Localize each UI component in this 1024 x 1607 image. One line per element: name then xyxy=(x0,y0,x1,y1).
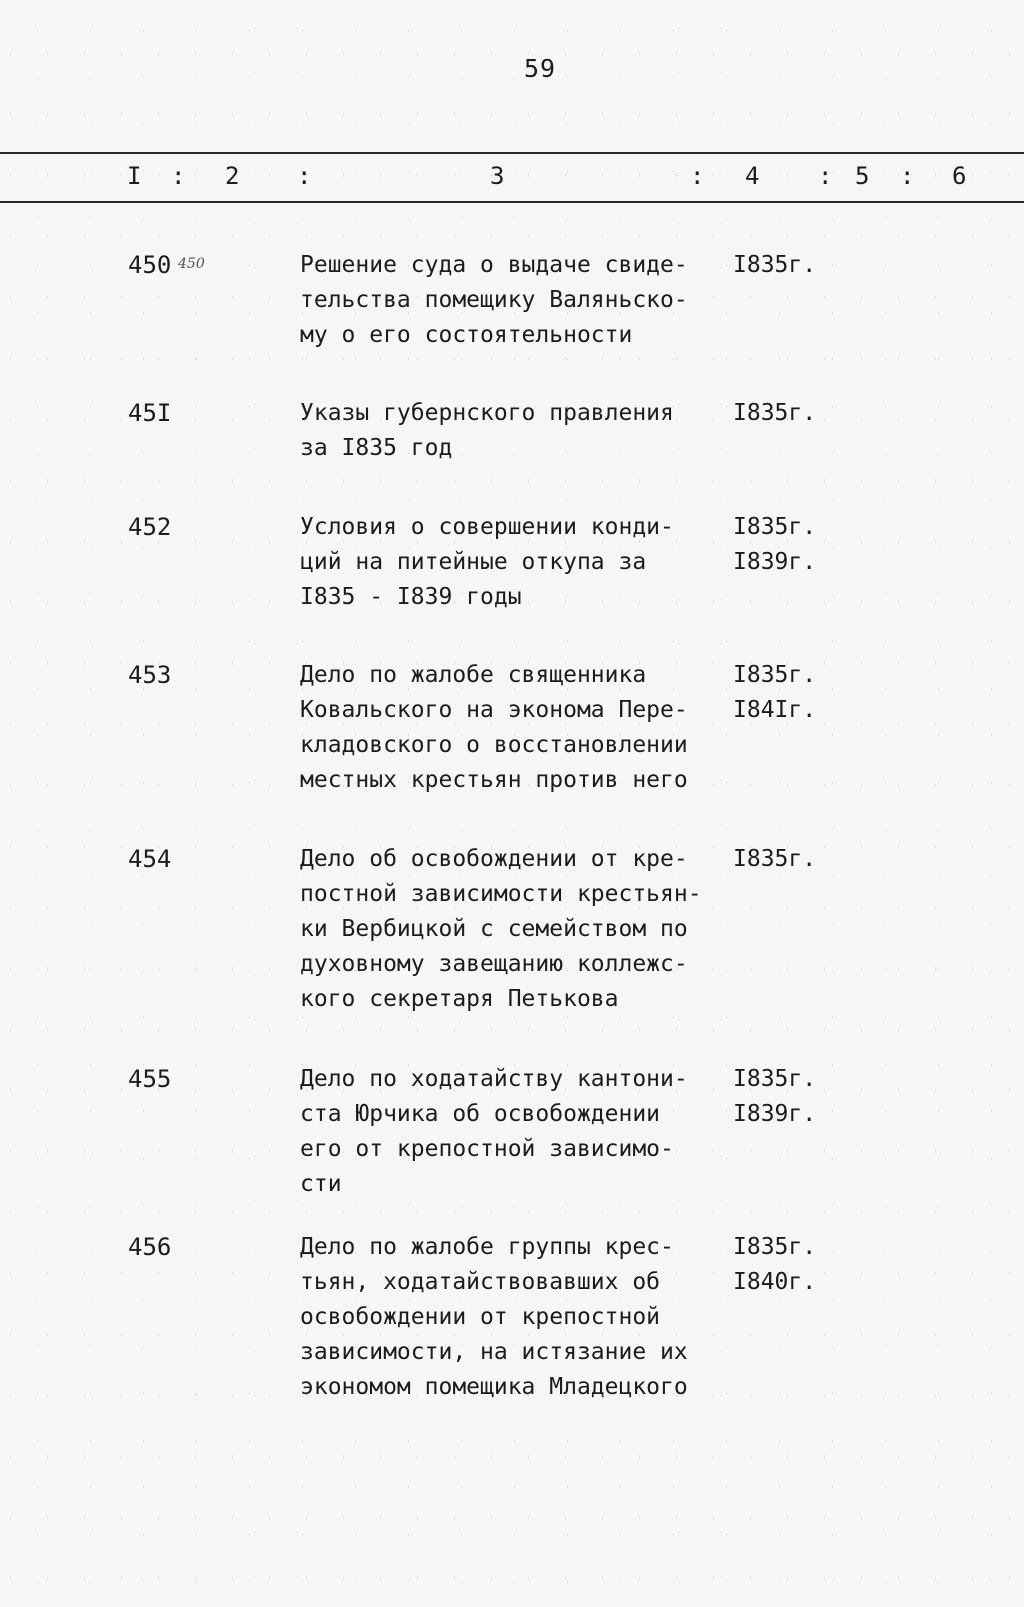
record-number: 45I xyxy=(128,399,172,427)
record-description: Дело по жалобе священника Ковальского на эконома Пере- кладовского о восстановлении местных крестьян против него xyxy=(300,662,688,793)
record-dates: I835г. xyxy=(733,400,817,426)
record-dates: I835г. xyxy=(733,252,817,278)
table-header-top-rule xyxy=(0,152,1024,154)
record-number: 454 xyxy=(128,845,172,873)
header-col-3: 3 xyxy=(490,162,505,190)
record-number: 455 xyxy=(128,1065,172,1093)
record-description: Дело об освобождении от кре- постной зависимости крестьян- ки Вербицкой с семейством по духовному завещанию коллежс- кого секретаря Петькова xyxy=(300,846,702,1012)
header-col-1: I xyxy=(127,162,142,190)
table-header-bottom-rule xyxy=(0,201,1024,203)
header-col-5: 5 xyxy=(855,162,870,190)
header-separator-3: : xyxy=(690,162,705,190)
header-col-4: 4 xyxy=(745,162,760,190)
header-separator-5: : xyxy=(900,162,915,190)
record-number: 453 xyxy=(128,661,172,689)
header-separator-1: : xyxy=(171,162,186,190)
record-dates: I835г. I839г. xyxy=(733,1066,817,1127)
record-description: Решение суда о выдаче свиде- тельства помещику Валяньско- му о его состоятельности xyxy=(300,252,688,348)
record-number: 452 xyxy=(128,513,172,541)
record-description: Дело по жалобе группы крес- тьян, ходатайствовавших об освобождении от крепостной зависимости, на истязание их экономом помещика Младецкого xyxy=(300,1234,688,1400)
record-number: 456 xyxy=(128,1233,172,1261)
record-number: 450 xyxy=(128,251,172,279)
record-dates: I835г. I839г. xyxy=(733,514,817,575)
record-description: Условия о совершении конди- ций на питейные откупа за I835 - I839 годы xyxy=(300,514,674,610)
record-description: Дело по ходатайству кантони- ста Юрчика об освобождении его от крепостной зависимо- сти xyxy=(300,1066,688,1197)
header-separator-4: : xyxy=(818,162,833,190)
header-separator-2: : xyxy=(297,162,312,190)
record-dates: I835г. I84Iг. xyxy=(733,662,817,723)
record-dates: I835г. xyxy=(733,846,817,872)
page-number: 59 xyxy=(523,54,557,83)
header-col-6: 6 xyxy=(952,162,967,190)
record-dates: I835г. I840г. xyxy=(733,1234,817,1295)
record-description: Указы губернского правления за I835 год xyxy=(300,400,674,461)
header-col-2: 2 xyxy=(225,162,240,190)
handwritten-note: 450 xyxy=(178,256,205,272)
